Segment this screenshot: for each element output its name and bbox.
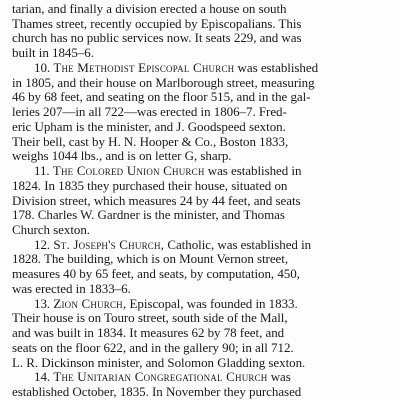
text-line: eric Upham is the minister, and J. Goodspeed sexton. (12, 119, 286, 134)
church-heading: St. Joseph's Church, (53, 237, 165, 252)
text-line: Their house is on Touro street, south side of the Mall, (12, 310, 288, 325)
text-line: seats on the floor 622, and in the gallery 90; in all 712. (12, 340, 294, 355)
text-line: 1828. The building, which is on Mount Vernon street, (12, 251, 289, 266)
text-line: measures 40 by 65 feet, and seats, by computation, 450, (12, 266, 300, 281)
text-line: Division street, which measures 24 by 44 feet, and seats (12, 193, 301, 208)
text-line: leries 207—in all 722—was erected in 1806–7. Fred- (12, 104, 287, 119)
text-line: 46 by 68 feet, and seating on the floor 515, and in the gal- (12, 89, 311, 104)
text-line: Church sexton. (12, 222, 91, 237)
church-heading: The Colored Union Church (52, 163, 205, 178)
church-heading: Zion Church, (53, 296, 127, 311)
text-line: L. R. Dickinson minister, and Solomon Gladding sexton. (12, 355, 306, 370)
paragraph-14-first-line: 14. The Unitarian Congregational Church was (34, 369, 291, 384)
paragraph-12-first-line: 12. St. Joseph's Church, Catholic, was established in (34, 237, 312, 252)
text-line: and was built in 1834. It measures 62 by 78 feet, and (12, 325, 285, 340)
paragraph-10-first-line: 10. The Methodist Episcopal Church was established (34, 60, 319, 75)
text-line: weighs 1044 lbs., and is on letter G, sharp. (12, 148, 232, 163)
text-line: Their bell, cast by H. N. Hooper & Co., Boston 1833, (12, 134, 289, 149)
text-line: 1824. In 1835 they purchased their house, situated on (12, 178, 288, 193)
text-line: in 1805, and their house on Marlborough street, measuring (12, 75, 315, 90)
text-line: established October, 1835. In November they purchased (12, 384, 302, 399)
church-heading: The Unitarian Congregational Church (53, 369, 268, 384)
text-line: church has no public services now. It seats 229, and was (12, 30, 302, 45)
text-line: built in 1845–6. (12, 45, 94, 60)
text-line: Thames street, recently occupied by Episcopalians. This (12, 16, 302, 31)
text-line: 178. Charles W. Gardner is the minister, and Thomas (12, 207, 285, 222)
paragraph-13-first-line: 13. Zion Church, Episcopal, was founded in 1833. (34, 296, 298, 311)
church-heading: The Methodist Episcopal Church (53, 60, 235, 75)
paragraph-11-first-line: 11. The Colored Union Church was established in (34, 163, 302, 178)
text-line: was erected in 1833–6. (12, 281, 131, 296)
text-line: tarian, and finally a division erected a house on south (12, 1, 287, 16)
